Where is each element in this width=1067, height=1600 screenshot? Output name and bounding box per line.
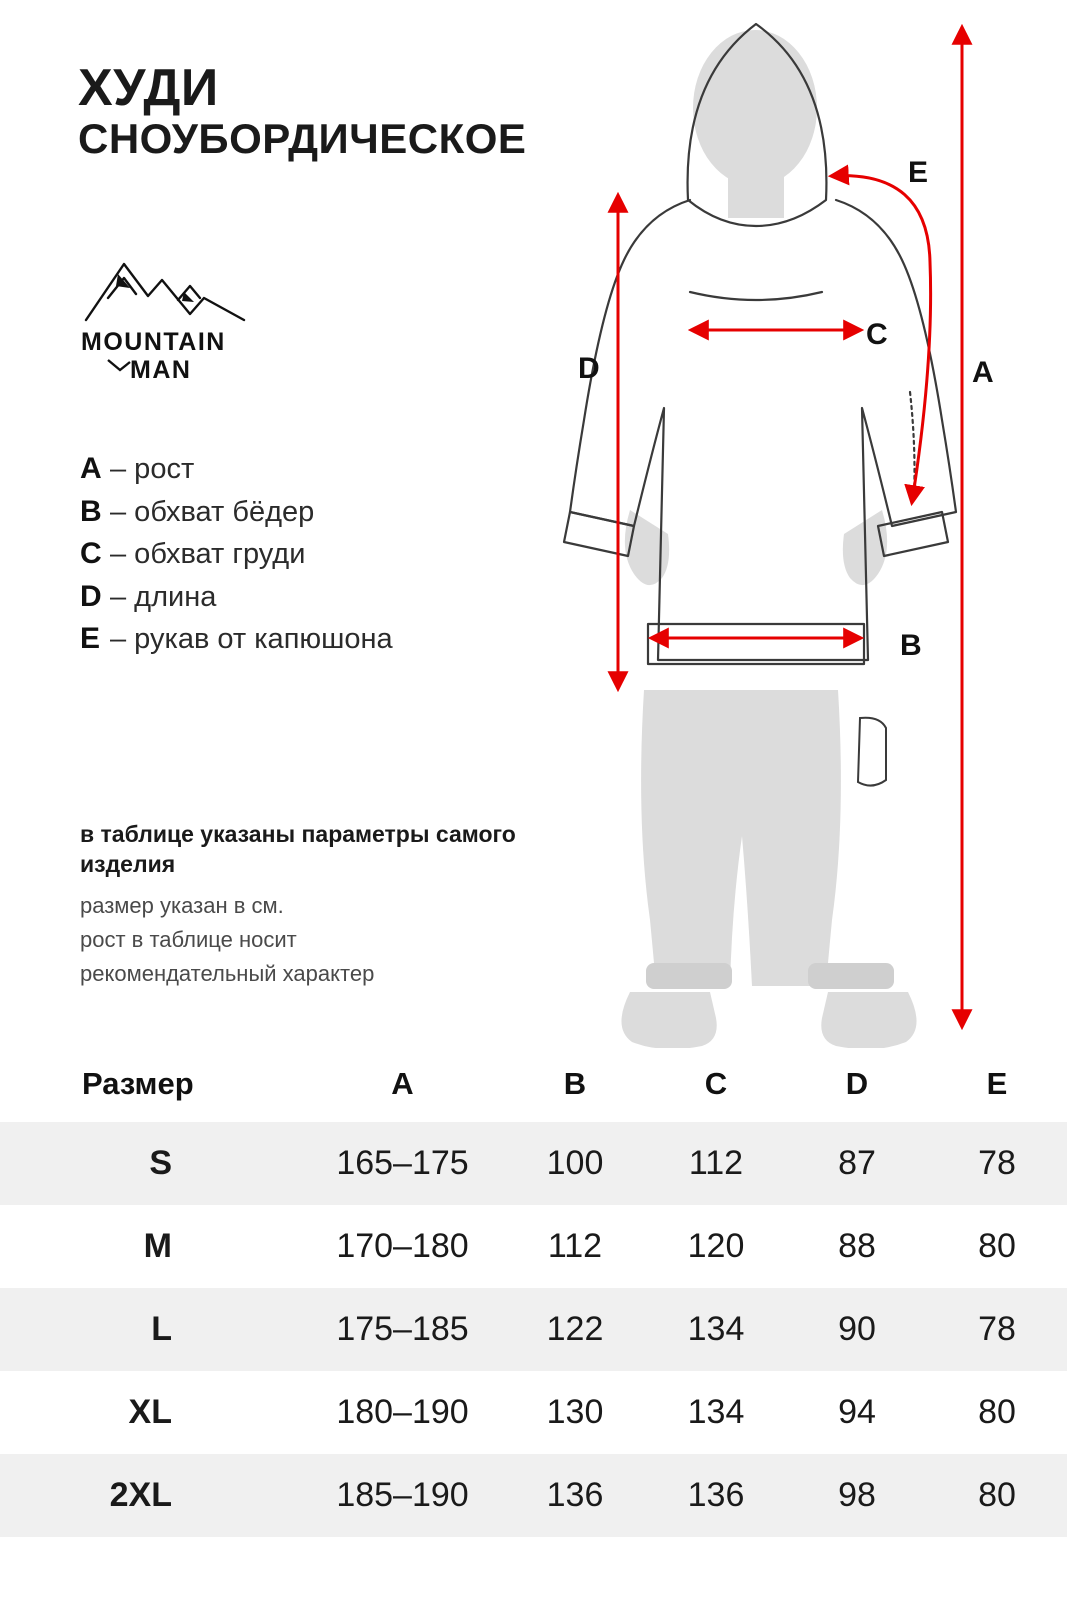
label-d: D xyxy=(578,352,600,385)
table-row xyxy=(0,1454,1067,1537)
cell-e: 80 xyxy=(927,1454,1067,1537)
cell-size: 2XL xyxy=(0,1454,300,1537)
legend-item xyxy=(80,576,600,619)
cell-e: 80 xyxy=(927,1205,1067,1288)
cell-a: 185–190 xyxy=(300,1454,505,1537)
garment-illustration xyxy=(560,0,1067,1055)
cell-b: 136 xyxy=(505,1454,645,1537)
title-secondary: СНОУБОРДИЧЕСКОЕ xyxy=(78,115,527,163)
cell-c: 120 xyxy=(645,1205,787,1288)
legend-item xyxy=(80,533,600,576)
legend-label: – рукав от капюшона xyxy=(110,623,393,656)
legend-label: – длина xyxy=(110,580,217,613)
brand-logo xyxy=(78,248,268,388)
note-primary: в таблице указаны параметры самого изделия xyxy=(80,821,516,877)
cell-a: 175–185 xyxy=(300,1288,505,1371)
legend-label: – обхват груди xyxy=(110,538,306,571)
cell-d: 94 xyxy=(787,1371,927,1454)
legend-key: A xyxy=(80,452,102,485)
legend-key: C xyxy=(80,537,102,571)
measurement-legend xyxy=(80,448,600,661)
title-primary: ХУДИ xyxy=(78,59,219,117)
notes-block xyxy=(80,820,600,994)
cell-b: 130 xyxy=(505,1371,645,1454)
legend-key: E xyxy=(80,622,101,656)
cell-a: 165–175 xyxy=(300,1122,505,1205)
column-header-b: B xyxy=(505,1048,645,1122)
cell-d: 87 xyxy=(787,1122,927,1205)
label-a: A xyxy=(972,356,994,389)
size-table-wrapper xyxy=(0,1048,1067,1537)
cell-b: 112 xyxy=(505,1205,645,1288)
label-b: B xyxy=(900,629,922,662)
table-row xyxy=(0,1288,1067,1371)
table-header-row xyxy=(0,1048,1067,1122)
cell-e: 78 xyxy=(927,1122,1067,1205)
cell-c: 134 xyxy=(645,1371,787,1454)
mountain-logo-icon xyxy=(78,248,268,388)
column-header-e: E xyxy=(927,1048,1067,1122)
table-row xyxy=(0,1122,1067,1205)
legend-label: – рост xyxy=(110,453,195,485)
legend-item xyxy=(80,448,600,491)
logo-text-line1: MOUNTAIN xyxy=(81,328,226,356)
cell-e: 80 xyxy=(927,1371,1067,1454)
cell-b: 122 xyxy=(505,1288,645,1371)
label-c: C xyxy=(866,318,888,351)
label-e: E xyxy=(908,156,929,189)
cell-size: L xyxy=(0,1288,300,1371)
size-table xyxy=(0,1048,1067,1537)
legend-item xyxy=(80,618,600,661)
cell-e: 78 xyxy=(927,1288,1067,1371)
legend-key: B xyxy=(80,494,102,528)
table-row xyxy=(0,1205,1067,1288)
note-units: размер указан в см. xyxy=(80,892,284,918)
column-header-a: A xyxy=(300,1048,505,1122)
cell-b: 100 xyxy=(505,1122,645,1205)
cell-a: 170–180 xyxy=(300,1205,505,1288)
logo-flourish xyxy=(108,360,130,370)
legend-item xyxy=(80,491,600,534)
cell-c: 134 xyxy=(645,1288,787,1371)
cell-c: 136 xyxy=(645,1454,787,1537)
legend-label: – обхват бёдер xyxy=(110,495,315,528)
cell-size: S xyxy=(0,1122,300,1205)
logo-text-line2: MAN xyxy=(130,356,192,384)
legend-key: D xyxy=(80,579,102,613)
note-height-2: рекомендательный характер xyxy=(80,961,375,987)
cell-c: 112 xyxy=(645,1122,787,1205)
table-row xyxy=(0,1371,1067,1454)
column-header-size: Размер xyxy=(0,1048,300,1122)
note-height-1: рост в таблице носит xyxy=(80,926,297,952)
cell-d: 88 xyxy=(787,1205,927,1288)
column-header-c: C xyxy=(645,1048,787,1122)
cell-d: 90 xyxy=(787,1288,927,1371)
pants-pocket xyxy=(858,718,886,786)
cell-d: 98 xyxy=(787,1454,927,1537)
hoodie-outline xyxy=(564,24,956,664)
cell-a: 180–190 xyxy=(300,1371,505,1454)
column-header-d: D xyxy=(787,1048,927,1122)
hoodie-measure-diagram xyxy=(560,0,1067,1055)
cell-size: XL xyxy=(0,1371,300,1454)
cell-size: M xyxy=(0,1205,300,1288)
